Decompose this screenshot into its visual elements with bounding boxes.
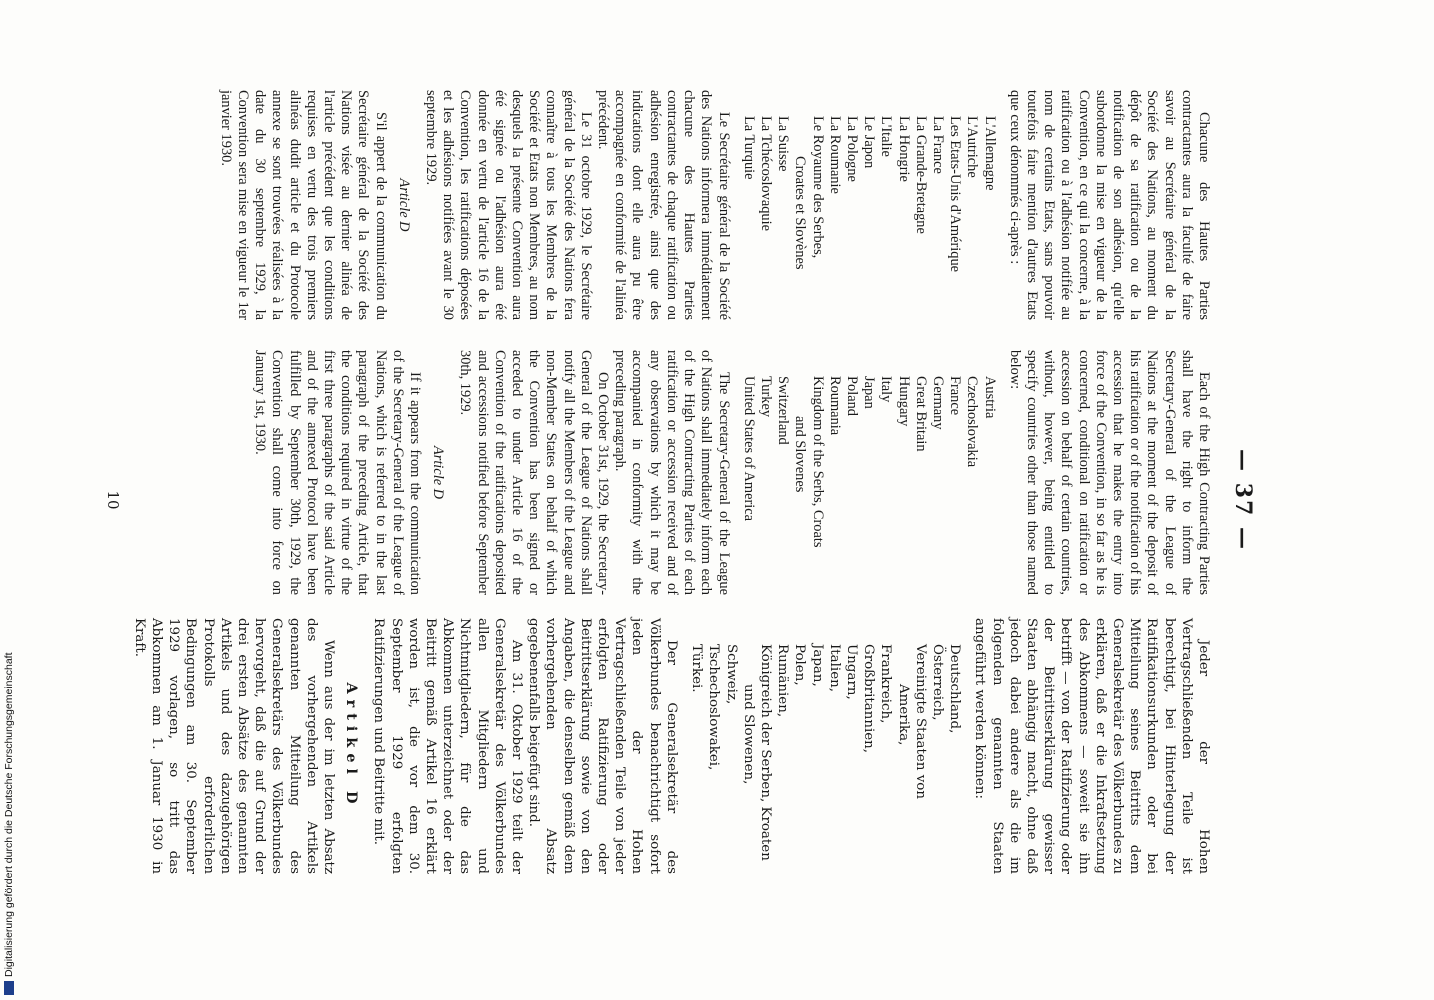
german-state: Polen, (792, 644, 808, 686)
english-paragraph-4: If it appears from the communication of the Secretary-General of the League of Nations, which is referred to in the last paragraph of the preceding Article, that the conditions required in virtue of the first three paragraphs of the said Article and of the annexed Protocol have been fulfilled by September 30th, 1929, the Convention shall come into force on January 1st, 1930. (252, 350, 424, 595)
english-state-list (740, 350, 998, 595)
english-state: Italy (878, 376, 895, 403)
german-state: Österreich, (929, 644, 945, 721)
german-state: Tschechoslowakei, (706, 644, 722, 771)
french-state: La Hongrie (895, 116, 912, 182)
french-paragraph-4: S'il appert de la communication du Secrétaire général de la Société des Nations visée au dernier alinéa de l'article précédent que les conditions requises en vertu des trois premiers alinéas dudit article et du Protocole annexe se sont trouvées réalisées à la date du 30 septembre 1929, la Convention sera mise en vigueur le 1er janvier 1930. (217, 90, 389, 320)
french-state: L'Autriche (964, 116, 981, 178)
english-state: Switzerland (775, 376, 792, 445)
german-paragraph-1: Jeder der Hohen Vertragschließenden Teile ist berechtigt, bei Hinterlegung der Ratifikationsurkunden oder bei Mitteilung seines Beitritts dem Generalsekretär des Völkerbundes zu erklären, daß er die Inkraftsetzung des Abkommens — soweit sie ihn betrifft — von der Ratifizierung oder der Beitrittserklärung gewisser Staaten abhängig macht, ohne daß jedoch dabei andere als die im folgenden genannten Staaten angeführt werden können: (972, 618, 1211, 874)
english-article-heading: Article D (430, 445, 447, 500)
english-state: France (947, 376, 964, 416)
french-paragraph-2: Le Secrétaire général de la Société des Nations informera immédiatement chacune des Hautes Parties contractantes de chaque ratification ou adhésion enregistrée, ainsi que des indications dont elle aura pu être accompagnée en conformité de l'alinéa précédent. (595, 90, 732, 320)
german-state: Japan, (809, 644, 825, 687)
french-state: La France (929, 116, 946, 174)
german-state: Frankreich, (878, 644, 894, 724)
german-state: Königreich der Serben, Kroaten (757, 644, 773, 861)
french-column (217, 90, 1212, 320)
german-article-heading: Artikel D (343, 682, 361, 810)
english-state: Austria (981, 376, 998, 419)
english-column (251, 350, 1212, 595)
german-paragraph-4: Wenn aus der im letzten Absatz des vorhergehenden Artikels genannten Mitteilung des Generalsekretärs des Völkerbundes hervorgeht, daß die auf Grund der drei ersten Absätze des genannten Artikels und des dazugehörigen Protokolls erforderlichen Bedingungen am 30. September 1929 vorlagen, so tritt das Abkommen am 1. Januar 1930 in Kraft. (131, 618, 337, 874)
english-paragraph-1: Each of the High Contracting Parties shall have the right to inform the Secretary-General of the League of Nations at the moment of the deposit of his ratification or of the notification of his accession that he makes the entry into force of the Convention, in so far as he is concerned, conditional on ratification or accession on behalf of certain countries, without, however, being entitled to specify countries other than those named below: (1006, 350, 1212, 595)
french-state: La Grande-Bretagne (912, 116, 929, 234)
english-state: Turkey (757, 376, 774, 418)
french-state: La Roumanie (826, 116, 843, 194)
french-article-heading: Article D (395, 178, 412, 232)
french-paragraph-1: Chacune des Hautes Parties contractantes aura la faculté de faire savoir au Secrétaire général de la Société des Nations, au moment du dépôt de sa ratification ou de la notification de son adhésion, qu'elle subordonne la mise en vigueur de la Convention, en ce qui la concerne, à la ratification ou à l'adhésion notifiée au nom de certains Etats, sans pouvoir toutefois faire mention d'autres Etats que ceux dénommés ci-après : (1006, 90, 1212, 320)
french-state: Les Etats-Unis d'Amérique (947, 116, 964, 273)
english-state: Hungary (895, 376, 912, 427)
digitization-credit (2, 575, 16, 995)
english-state: Germany (929, 376, 946, 430)
english-state: Czechoslovakia (964, 376, 981, 468)
german-state: Italien, (826, 644, 842, 693)
german-paragraph-3: Am 31. Oktober 1929 teilt der Generalsekretär des Völkerbundes allen Mitgliedern und Nichtmitgliedern, für die das Abkommen unterzeichnet oder der Beitritt gemäß Artikel 16 erklärt worden ist, die vor dem 30. September 1929 erfolgten Ratifizierungen und Beitritte mit. (371, 618, 525, 874)
french-state: La Tchécoslovaquie (757, 116, 774, 232)
dfg-logo-icon (4, 981, 14, 995)
footer-page-number: 10 (104, 490, 122, 510)
french-state: La Pologne (843, 116, 860, 182)
german-state: und Slowenen, (740, 684, 756, 785)
english-state: Roumania (826, 376, 843, 436)
digitization-credit-text: Digitalisierung gefördert durch die Deutsche Forschungsgemeinschaft (3, 652, 15, 977)
german-state: Großbritannien, (861, 644, 877, 754)
french-state: Le Royaume des Serbes, (809, 116, 826, 259)
english-state: and Slovenes (792, 416, 809, 493)
french-state: Le Japon (861, 116, 878, 169)
page-number: — 37 — (1230, 449, 1256, 551)
french-state: L'Italie (878, 116, 895, 157)
german-state: Amerika, (895, 684, 911, 746)
german-state: Ungarn, (843, 644, 859, 700)
french-state: Croates et Slovènes (792, 156, 809, 270)
german-state: Vereinigte Staaten von (912, 644, 928, 799)
german-column (131, 618, 1212, 874)
english-state: Kingdom of the Serbs, Croats (809, 376, 826, 548)
english-state: Japan (861, 376, 878, 409)
german-paragraph-2: Der Generalsekretär des Völkerbundes benachrichtigt sofort jeden der Hohen Vertragschließenden Teile von jeder erfolgten Ratifizierung oder Beitrittserklärung sowie von den Angaben, die denselben gemäß dem vorhergehenden Absatz gegebenenfalls beigefügt sind. (526, 618, 679, 874)
german-state-list (688, 618, 963, 874)
german-state: Türkei. (689, 644, 705, 693)
french-state-list (740, 90, 998, 320)
english-paragraph-2: The Secretary-General of the League of Nations shall immediately inform each of the High Contracting Parties of each ratification or accession received and of any observations by which it may be accompanied in conformity with the preceding paragraph. (612, 350, 732, 595)
german-state: Deutschland, (947, 644, 963, 734)
english-state: Poland (843, 376, 860, 416)
english-state: Great Britain (912, 376, 929, 452)
english-state: United States of America (740, 376, 757, 522)
french-paragraph-3: Le 31 octobre 1929, le Secrétaire général de la Société des Nations fera connaître à tous les Membres de la Société et Etats non Membres, au nom desquels la présente Convention aura été signée ou l'adhésion aura été donnée en vertu de l'article 16 de la Convention, les ratifications déposées et les adhésions notifiées avant le 30 septembre 1929. (423, 90, 594, 320)
english-paragraph-3: On October 31st, 1929, the Secretary-General of the League of Nations shall notify all the Members of the League and non-Member States on behalf of which the Convention has been signed or acceded to under Article 16 of the Convention of the ratifications deposited and accessions notified before September 30th, 1929. (457, 350, 612, 595)
german-state: Schweiz, (723, 644, 739, 705)
german-state: Rumänien, (775, 644, 791, 718)
french-state: La Turquie (740, 116, 757, 180)
french-state: L'Allemagne (981, 116, 998, 191)
french-state: La Suisse (775, 116, 792, 172)
